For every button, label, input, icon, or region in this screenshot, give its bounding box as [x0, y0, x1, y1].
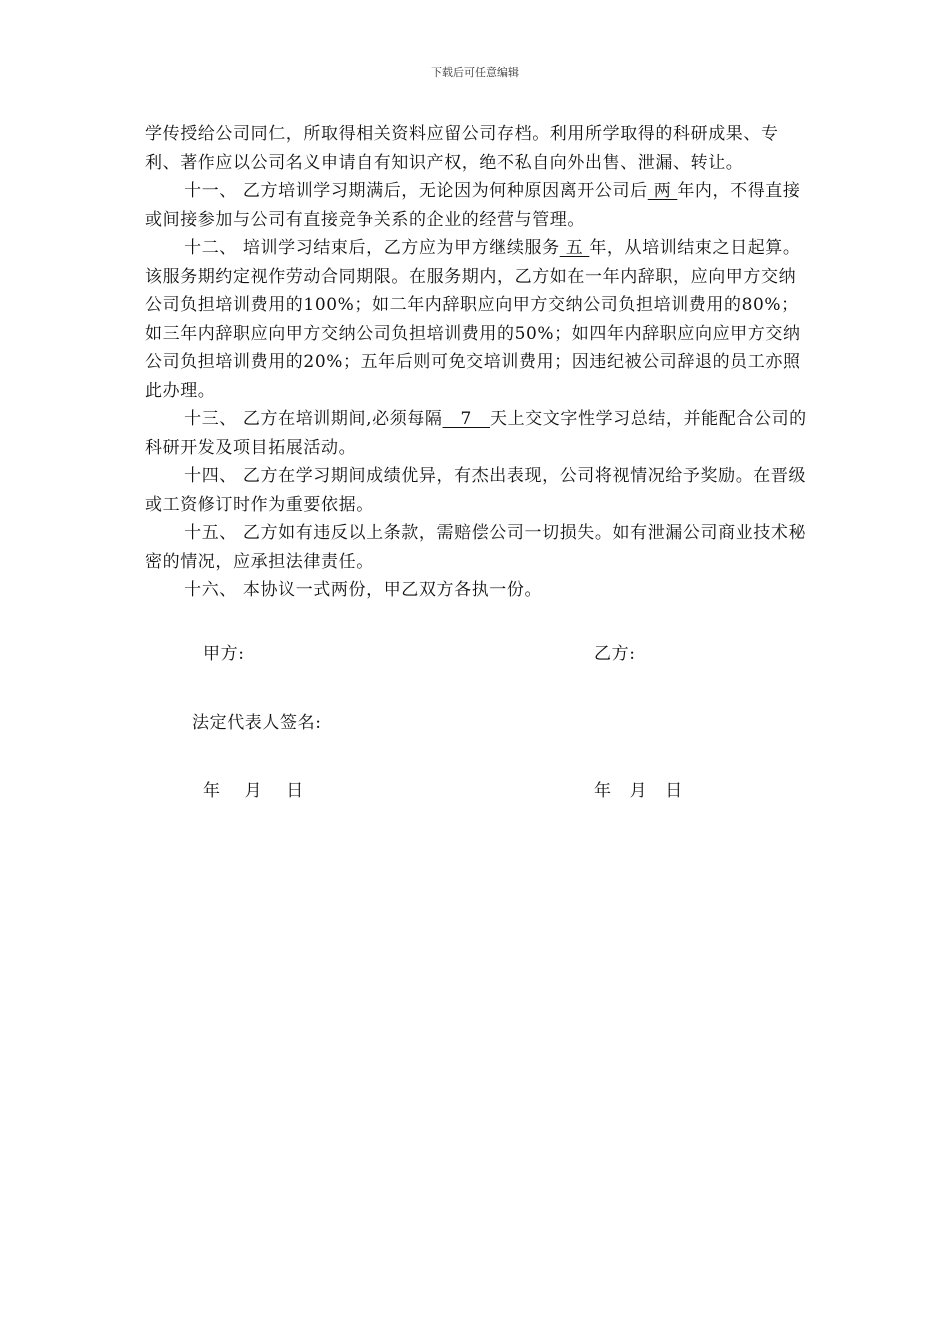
clause-12-text-b: 年，从培训结束之日起算。该服务期约定视作劳动合同期限。在服务期内，乙方如在一年内辞职，应向甲方交纳公司负担培训费用的100%；如二年内辞职应向甲方交纳公司负担培训费用的80%；如三年内辞职应向甲方交纳公司负担培训费用的50%；如四年内辞职应向应甲方交纳公司负担培训费用的20%；五年后则可免交培训费用；因违纪被公司辞退的员工亦照此办理。 — [145, 238, 801, 401]
clause-15: 十五、 乙方如有违反以上条款，需赔偿公司一切损失。如有泄漏公司商业技术秘密的情况，应承担法律责任。 — [145, 523, 807, 572]
clause-14: 十四、 乙方在学习期间成绩优异，有杰出表现，公司将视情况给予奖励。在晋级或工资修订时作为重要依据。 — [145, 466, 807, 515]
clause-11-text-a: 十一、 乙方培训学习期满后，无论因为何种原因离开公司后 — [184, 181, 648, 201]
clause-11-text-b: 年内，不得直接或间接参加与公司有直接竞争关系的企业的经营与管理。 — [145, 181, 801, 230]
party-b-date: 年 月 日 — [594, 781, 683, 801]
clause-13-blank-days: 7 — [442, 409, 490, 429]
clause-16: 十六、 本协议一式两份，甲乙双方各执一份。 — [184, 580, 543, 600]
clause-13-text-b: 天上交文字性学习总结，并能配合公司的科研开发及项目拓展活动。 — [145, 409, 807, 458]
party-a-date: 年 月 日 — [203, 781, 304, 801]
clause-12-blank-years: 五 — [559, 238, 590, 258]
clause-12 — [145, 234, 810, 405]
party-a-label: 甲方: — [203, 644, 245, 664]
party-b-label: 乙方: — [594, 644, 636, 664]
clause-13 — [145, 405, 810, 462]
clause-13-text-a: 十三、 乙方在培训期间,必须每隔 — [184, 409, 443, 429]
contract-body — [145, 120, 810, 605]
clause-11 — [145, 177, 810, 234]
paragraph-continuation: 学传授给公司同仁，所取得相关资料应留公司存档。利用所学取得的科研成果、专利、著作应以公司名义申请自有知识产权，绝不私自向外出售、泄漏、转让。 — [145, 124, 779, 173]
page-header: 下载后可任意编辑 — [431, 66, 519, 79]
clause-11-blank-years: 两 — [647, 181, 678, 201]
clause-12-text-a: 十二、 培训学习结束后，乙方应为甲方继续服务 — [184, 238, 560, 258]
legal-representative-label: 法定代表人签名: — [192, 713, 322, 733]
